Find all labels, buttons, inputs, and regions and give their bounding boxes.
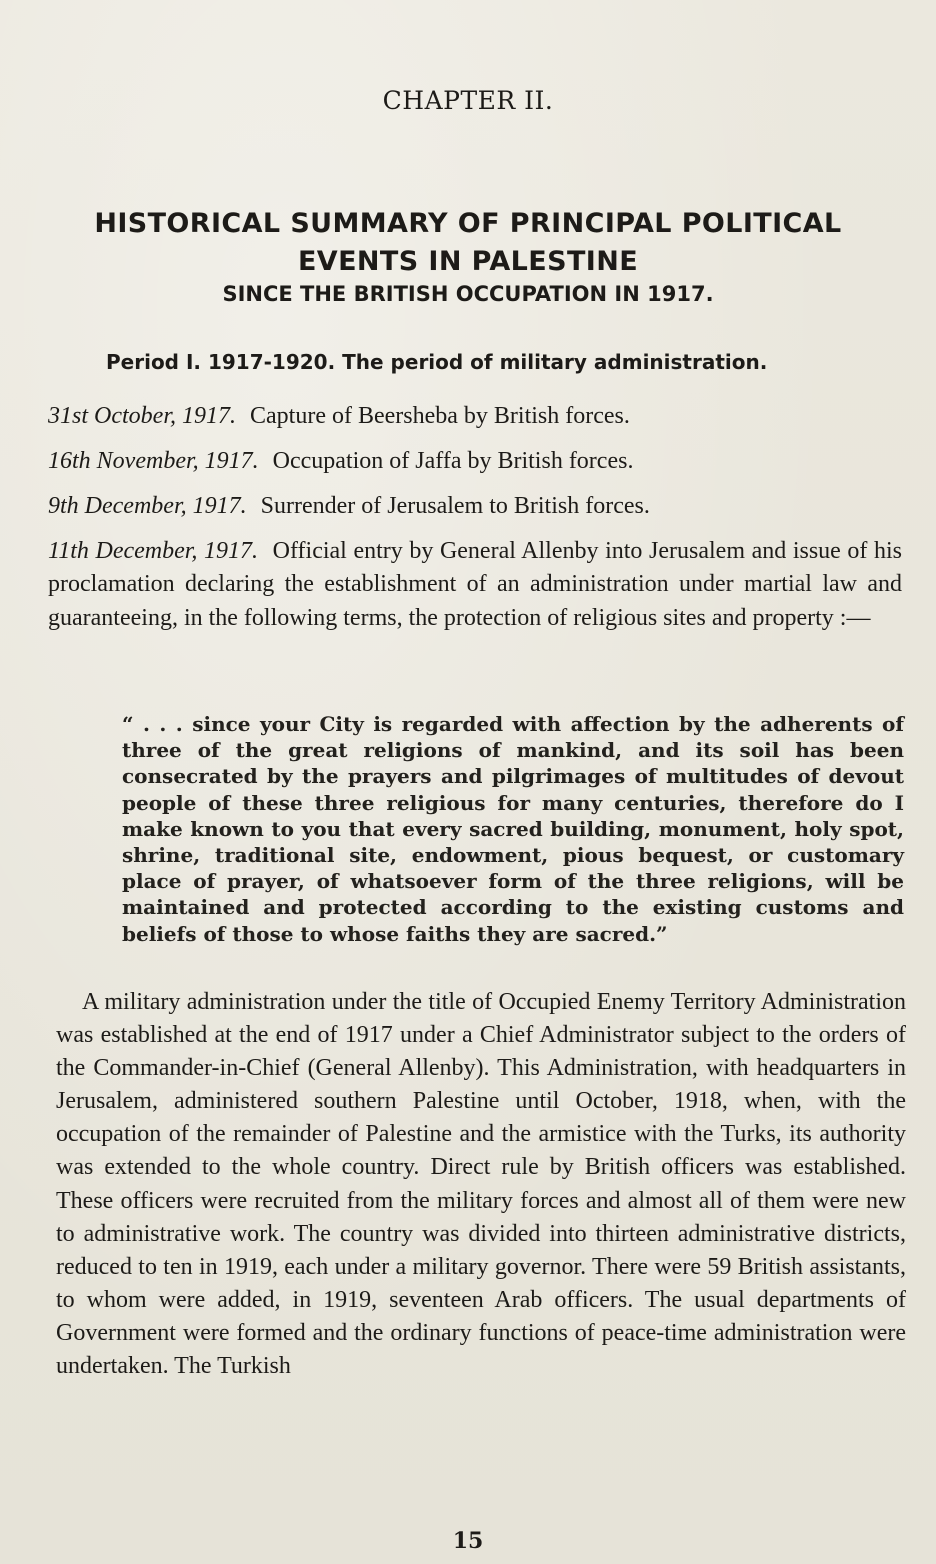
title-line-1: HISTORICAL SUMMARY OF PRINCIPAL POLITICAL xyxy=(94,208,842,239)
period-heading: Period I. 1917-1920. The period of military administration. xyxy=(106,350,768,374)
body-paragraph: A military administration under the title of Occupied Enemy Territory Administration was established at the end of 1917 under a Chief Administrator subject to the orders of the Commander-in-Chief (General Allenby). This Administration, with headquarters in Jerusalem, administered southern Palestine until October, 1918, when, with the occupation of the remainder of Palestine and the armistice with the Turks, its authority was extended to the whole country. Direct rule by British officers was established. These officers were recruited from the military forces and almost all of them were new to administrative work. The country was divided into thirteen administrative districts, reduced to ten in 1919, each under a military governor. There were 59 British assistants, to whom were added, in 1919, seventeen Arab officers. The usual departments of Government were formed and the ordinary functions of peace-time administration were undertaken. The Turkish xyxy=(56,989,906,1380)
entry-text: Capture of Beersheba by British forces. xyxy=(250,403,630,429)
timeline-entry xyxy=(48,535,902,635)
entry-date: 9th December, 1917. xyxy=(48,493,247,519)
proclamation-quote: “ . . . since your City is regarded with affection by the adherents of three of the great religions of mankind, and its soil has been consecrated by the prayers and pilgrimages of multitudes of devout people of these three religious for many centuries, therefore do I make known to you that every sacred building, monument, holy spot, shrine, traditional site, endowment, pious bequest, or customary place of prayer, of whatsoever form of the three religions, will be maintained and protected according to the existing customs and beliefs of those to whose faiths they are sacred.” xyxy=(122,712,904,946)
entry-text: Surrender of Jerusalem to British forces. xyxy=(260,493,650,519)
entry-date: 31st October, 1917. xyxy=(48,403,236,429)
chapter-heading: CHAPTER II. xyxy=(382,86,554,115)
entry-text: Occupation of Jaffa by British forces. xyxy=(272,448,634,474)
timeline-entry xyxy=(48,445,902,478)
entry-text: Official entry by General Allenby into Jerusalem and issue of his proclamation declaring the establishment of an administration under martial law and guaranteeing, in the following terms, the protection of religious sites and property :— xyxy=(48,538,903,631)
title-line-2: EVENTS IN PALESTINE xyxy=(297,246,639,277)
timeline-entry xyxy=(48,400,902,433)
entry-date: 11th December, 1917. xyxy=(48,538,259,564)
timeline-entry xyxy=(48,490,902,523)
entry-date: 16th November, 1917. xyxy=(48,448,259,474)
page-title xyxy=(40,205,896,281)
subtitle: SINCE THE BRITISH OCCUPATION IN 1917. xyxy=(222,282,714,306)
page-number: 15 xyxy=(452,1528,484,1554)
